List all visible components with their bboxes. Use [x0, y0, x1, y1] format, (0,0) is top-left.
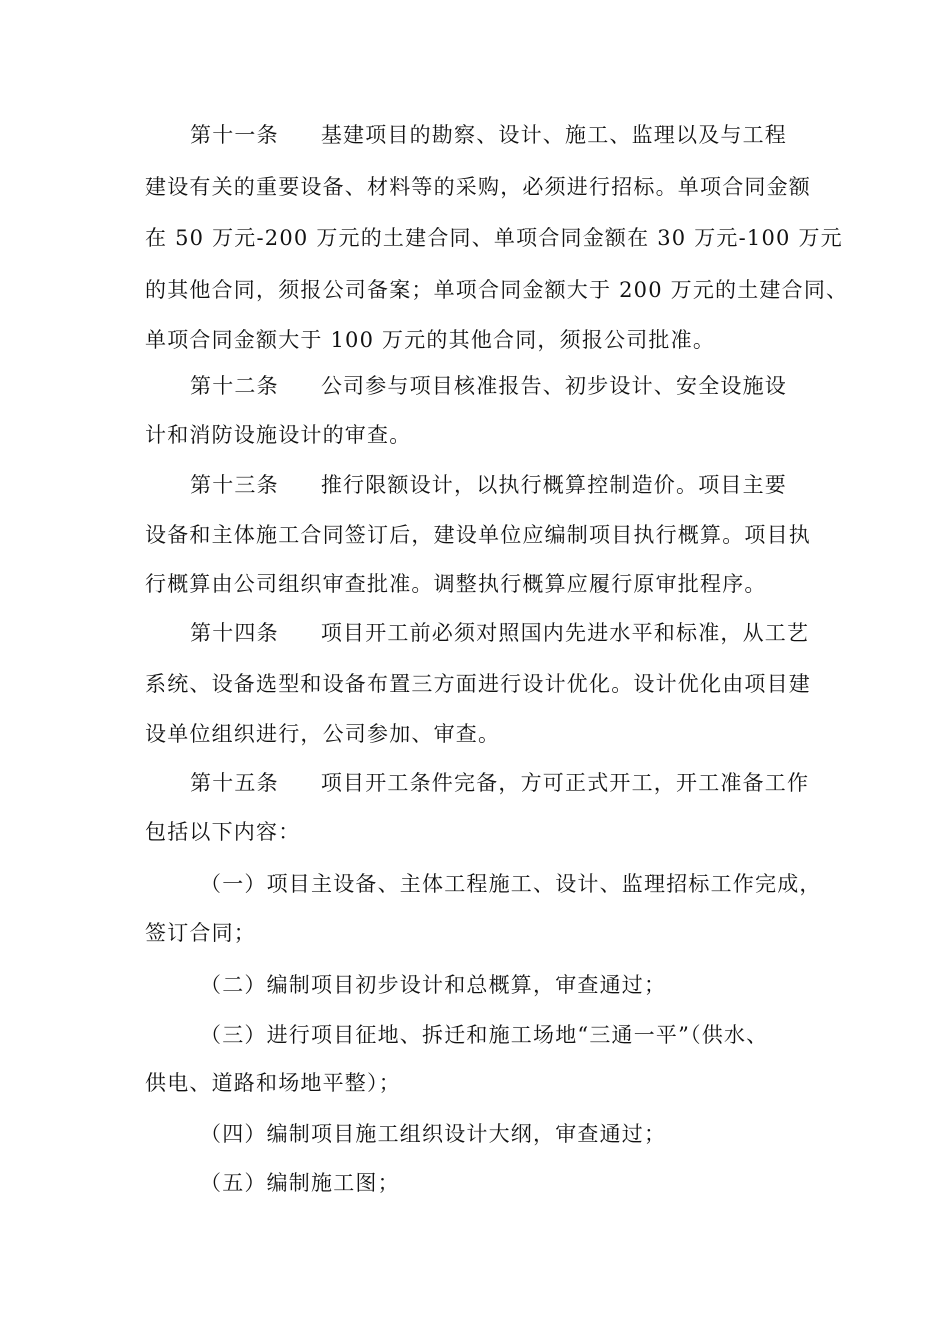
item-1-line-1: （一）项目主设备、主体工程施工、设计、监理招标工作完成，: [200, 872, 822, 896]
item-4-line-1: （四）编制项目施工组织设计大纲，审查通过；: [200, 1122, 667, 1146]
article-14-text: 项目开工前必须对照国内先进水平和标准，从工艺: [320, 621, 810, 645]
article-15-number: 第十五条: [190, 771, 279, 795]
article-15-text: 项目开工条件完备，方可正式开工，开工准备工作: [320, 771, 810, 795]
article-12-first-line: [190, 371, 810, 401]
article-11-number: 第十一条: [190, 123, 279, 147]
article-12-number: 第十二条: [190, 374, 279, 398]
article-13-text: 推行限额设计，以执行概算控制造价。项目主要: [320, 473, 788, 497]
article-15-line-2: 包括以下内容：: [145, 820, 301, 844]
article-14-line-3: 设单位组织进行，公司参加、审查。: [145, 722, 501, 746]
article-14-line-2: 系统、设备选型和设备布置三方面进行设计优化。设计优化由项目建: [145, 672, 811, 696]
article-11-line-3: 在 50 万元-200 万元的土建合同、单项合同金额在 30 万元-100 万元: [145, 226, 843, 250]
article-13-first-line: [190, 470, 810, 500]
article-14-first-line: [190, 618, 810, 648]
article-11-line-4: 的其他合同，须报公司备案；单项合同金额大于 200 万元的土建合同、: [145, 278, 849, 302]
article-15-first-line: [190, 768, 810, 798]
article-11-text: 基建项目的勘察、设计、施工、监理以及与工程: [320, 123, 788, 147]
article-14-number: 第十四条: [190, 621, 279, 645]
item-2-line-1: （二）编制项目初步设计和总概算，审查通过；: [200, 973, 667, 997]
article-11-line-5: 单项合同金额大于 100 万元的其他合同，须报公司批准。: [145, 328, 716, 352]
item-5-line-1: （五）编制施工图；: [200, 1171, 400, 1195]
article-13-line-3: 行概算由公司组织审查批准。调整执行概算应履行原审批程序。: [145, 572, 767, 596]
article-11-line-2: 建设有关的重要设备、材料等的采购，必须进行招标。单项合同金额: [145, 175, 811, 199]
item-1-line-2: 签订合同；: [145, 921, 256, 945]
article-12-text: 公司参与项目核准报告、初步设计、安全设施设: [320, 374, 788, 398]
item-3-line-2: 供电、道路和场地平整）；: [145, 1071, 401, 1095]
article-11-first-line: [190, 120, 810, 150]
item-3-line-1: （三）进行项目征地、拆迁和施工场地“三通一平”（供水、: [200, 1023, 769, 1047]
article-12-line-2: 计和消防设施设计的审查。: [145, 423, 412, 447]
article-13-number: 第十三条: [190, 473, 279, 497]
article-13-line-2: 设备和主体施工合同签订后，建设单位应编制项目执行概算。项目执: [145, 523, 811, 547]
